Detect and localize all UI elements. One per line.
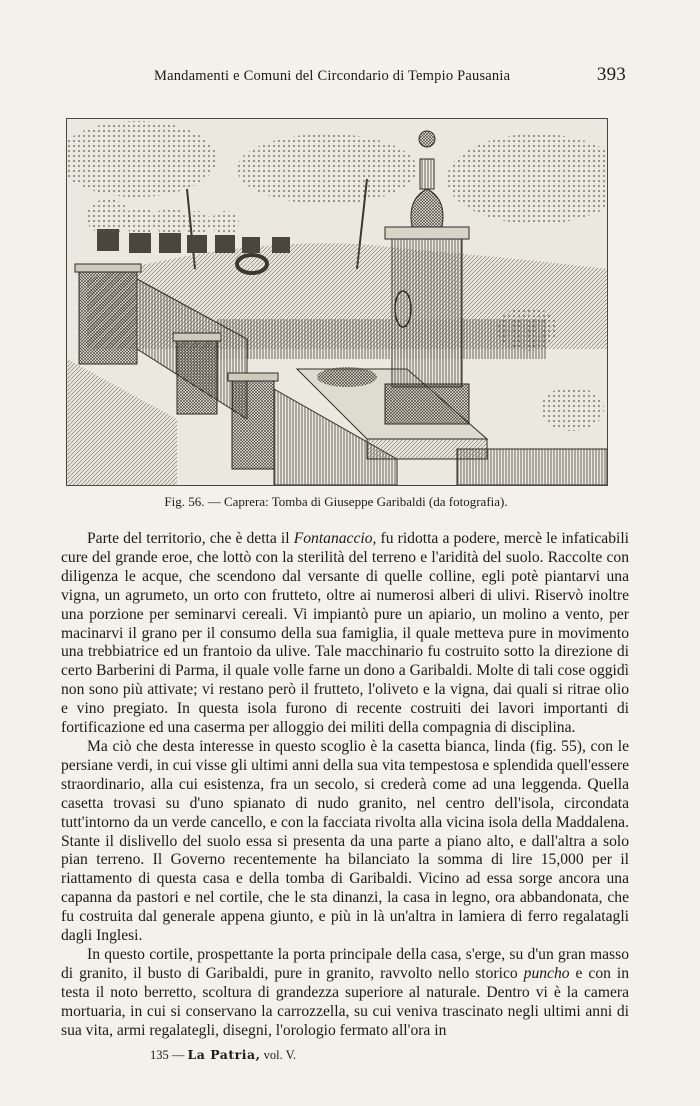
engraving-figure <box>66 118 608 486</box>
paragraph <box>61 946 629 1041</box>
page-number: 393 <box>596 64 626 85</box>
text-run: e con in testa il noto berretto, scoltura di grandezza superiore al naturale. Dentro vi è la camera mortuaria, in cui si conservano la carrozzella, su cui veniva trascinato negli ultimi anni di sua vita, armi regalategli, disegni, l'orologio fermato all'ora in <box>61 964 630 1039</box>
page-header <box>96 64 626 88</box>
magazine-title: La Patria, <box>187 1047 261 1062</box>
figure-caption: Fig. 56. — Caprera: Tomba di Giuseppe Garibaldi (da fotografia). <box>164 494 508 509</box>
text-run: Parte del territorio, che è detta il <box>87 530 294 547</box>
garibaldi-tomb-engraving <box>67 119 607 485</box>
text-run: Ma ciò che desta interesse in questo scoglio è la casetta bianca, linda (fig. 55), con le persiane verdi, in cui visse gli ultimi anni della sua vita tempestosa e splendida quell'essere straordinario, alla cui esistenza, fra un secolo, si crederà come ad una leggenda. Quella casetta trovasi su d'uno spianato di nudo granito, nel centro dell'isola, circondata tutt'intorno da un verde cancello, e con la facciata rivolta alla vicina isola della Maddalena. Stante il dislivello del suolo essa si presenta da una parte a piano alto, e dall'altra a solo pian terreno. Il Governo recentemente ha bilanciato la somma di lire 15,000 per il riattamento di questa casa e della tomba di Garibaldi. Vicino ad essa sorge ancora una capanna da pastori e nel cortile, che le sta dinanzi, la casa in legno, ora abbandonata, che fu costruita dal generale appena giunto, e più in là un'altra in lamiera di ferro regalatagli dagli Inglesi. <box>61 737 629 945</box>
italic-term: puncho <box>523 964 570 982</box>
running-title: Mandamenti e Comuni del Circondario di Tempio Pausania <box>154 68 511 84</box>
body-text <box>61 530 629 1040</box>
paragraph <box>61 530 629 738</box>
text-run: , fu ridotta a podere, mercè le infaticabili cure del grande eroe, che lottò con la sterilità del terreno e l'aridità del suolo. Raccolte con diligenza le acque, che scendono dal versante di quelle colline, egli potè piantarvi una vigna, un agrumeto, un orto con frutteto, oltre ai numerosi alberi di ulivi. Riservò inoltre una porzione per seminarvi cereali. Vi impiantò pure un apiario, un molino a vento, per macinarvi il grano per il consumo della sua famiglia, il quale metteva pure in movimento una trebbiatrice ed un frantoio da ulive. Tale macchinario fu costruito sotto la direzione di certo Barberini di Parma, il quale volle farne un dono a Garibaldi. Molte di tali cose oggidì non sono più attivate; vi restano però il frutteto, l'oliveto e la vigna, dai quali si ritrae olio e vino pregiato. In questa isola furono di recente costruiti dei lavori importanti di fortificazione ed una caserma per alloggio dei militi della compagnia di disciplina. <box>61 530 630 737</box>
page-footer <box>150 1047 296 1063</box>
volume-label: vol. V. <box>263 1048 297 1062</box>
signature-mark: 135 — <box>150 1048 185 1062</box>
paragraph <box>61 738 629 946</box>
text-run: In questo cortile, prospettante la porta principale della casa, s'erge, su d'un gran masso di granito, il busto di Garibaldi, pure in granito, ravvolto nello storico <box>61 945 629 982</box>
italic-term: Fontanaccio <box>293 530 373 547</box>
